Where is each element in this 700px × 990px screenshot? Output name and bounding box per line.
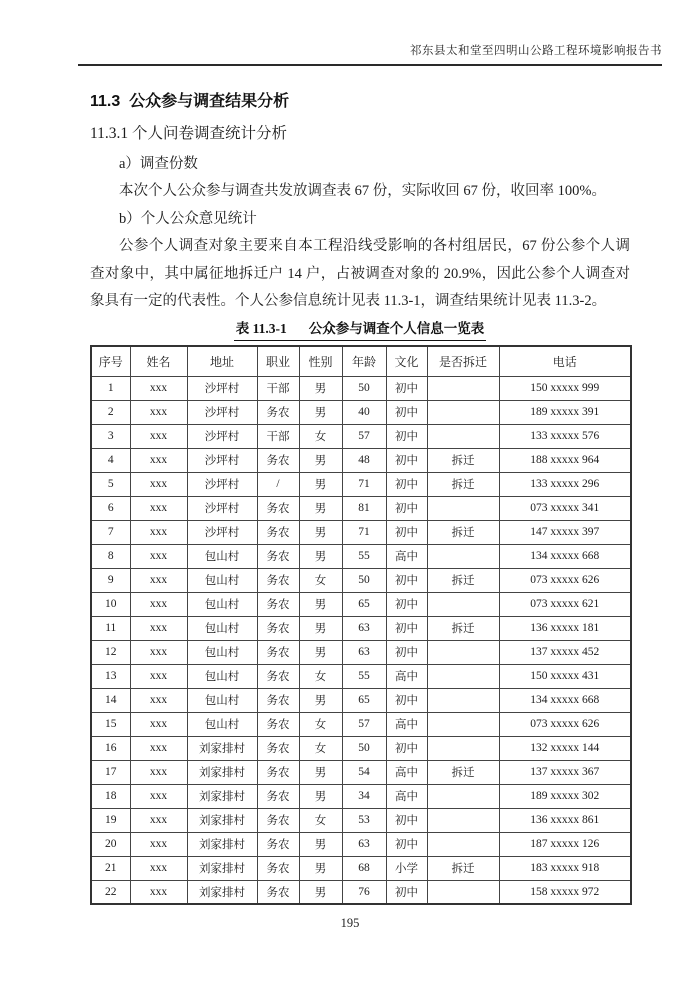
table-cell: 沙坪村 [187, 448, 257, 472]
table-cell: 男 [299, 640, 342, 664]
table-cell: 初中 [386, 424, 427, 448]
table-cell: 务农 [257, 688, 299, 712]
table-cell: 包山村 [187, 664, 257, 688]
table-cell: 男 [299, 496, 342, 520]
table-cell: 女 [299, 568, 342, 592]
table-cell [427, 664, 499, 688]
table-cell: 初中 [386, 832, 427, 856]
table-cell: 12 [91, 640, 130, 664]
table-cell: 初中 [386, 376, 427, 400]
body-text [90, 151, 630, 315]
table-cell: 20 [91, 832, 130, 856]
table-header-row [91, 346, 631, 376]
table-cell: xxx [130, 448, 187, 472]
column-header: 文化 [386, 346, 427, 376]
table-cell: 073 xxxxx 626 [499, 712, 631, 736]
table-cell: 男 [299, 400, 342, 424]
table-cell: 21 [91, 856, 130, 880]
table-cell: 包山村 [187, 544, 257, 568]
table-cell: 务农 [257, 520, 299, 544]
table-cell: 初中 [386, 472, 427, 496]
table-cell: 15 [91, 712, 130, 736]
table-cell: 63 [342, 640, 386, 664]
table-cell: xxx [130, 496, 187, 520]
list-item-a: a）调查份数 [119, 156, 198, 172]
table-cell: 初中 [386, 568, 427, 592]
table-cell: xxx [130, 520, 187, 544]
table-cell: 5 [91, 472, 130, 496]
table-cell: 沙坪村 [187, 376, 257, 400]
table-cell: 沙坪村 [187, 496, 257, 520]
table-row [91, 544, 631, 568]
table-cell: / [257, 472, 299, 496]
table-cell: 男 [299, 592, 342, 616]
table-cell: 53 [342, 808, 386, 832]
table-cell [427, 592, 499, 616]
table-row [91, 640, 631, 664]
column-header: 序号 [91, 346, 130, 376]
table-cell: xxx [130, 592, 187, 616]
table-cell: 包山村 [187, 712, 257, 736]
table-cell: 65 [342, 592, 386, 616]
table-cell [427, 736, 499, 760]
table-cell: 务农 [257, 616, 299, 640]
table-row [91, 520, 631, 544]
table-cell: xxx [130, 400, 187, 424]
table-cell: 初中 [386, 520, 427, 544]
table-cell: 沙坪村 [187, 400, 257, 424]
table-cell: 初中 [386, 688, 427, 712]
page-number: 195 [340, 916, 360, 930]
table-cell: 54 [342, 760, 386, 784]
table-cell: 务农 [257, 760, 299, 784]
table-cell: 134 xxxxx 668 [499, 688, 631, 712]
table-cell: 10 [91, 592, 130, 616]
table-cell: 132 xxxxx 144 [499, 736, 631, 760]
table-cell: 务农 [257, 856, 299, 880]
table-cell: 男 [299, 880, 342, 904]
table-cell: 2 [91, 400, 130, 424]
table-cell: 19 [91, 808, 130, 832]
table-row [91, 400, 631, 424]
column-header: 职业 [257, 346, 299, 376]
table-cell: 刘家排村 [187, 736, 257, 760]
table-row [91, 592, 631, 616]
table-cell [427, 784, 499, 808]
table-cell: 11 [91, 616, 130, 640]
table-cell: 务农 [257, 544, 299, 568]
table-cell [427, 688, 499, 712]
table-cell: 男 [299, 832, 342, 856]
column-header: 性别 [299, 346, 342, 376]
table-cell: 50 [342, 736, 386, 760]
column-header: 年龄 [342, 346, 386, 376]
table-cell: 刘家排村 [187, 760, 257, 784]
table-cell: 57 [342, 712, 386, 736]
table-row [91, 424, 631, 448]
table-cell: 48 [342, 448, 386, 472]
table-cell: 133 xxxxx 576 [499, 424, 631, 448]
table-cell: 包山村 [187, 640, 257, 664]
table-row [91, 832, 631, 856]
column-header: 地址 [187, 346, 257, 376]
table-row [91, 376, 631, 400]
table-cell: 初中 [386, 448, 427, 472]
list-item-b: b）个人公众意见统计 [119, 210, 257, 227]
table-cell: xxx [130, 832, 187, 856]
table-cell: 刘家排村 [187, 808, 257, 832]
table-cell: 188 xxxxx 964 [499, 448, 631, 472]
table-cell: 137 xxxxx 452 [499, 640, 631, 664]
table-cell: 187 xxxxx 126 [499, 832, 631, 856]
table-cell: 高中 [386, 664, 427, 688]
table-cell: 183 xxxxx 918 [499, 856, 631, 880]
table-cell: 拆迁 [427, 760, 499, 784]
table-cell: 40 [342, 400, 386, 424]
table-cell: 137 xxxxx 367 [499, 760, 631, 784]
table-row [91, 688, 631, 712]
table-cell: 073 xxxxx 341 [499, 496, 631, 520]
section-heading: 11.3 公众参与调查结果分析 [90, 93, 290, 110]
table-cell: 女 [299, 664, 342, 688]
table-cell: 务农 [257, 736, 299, 760]
table-cell: 初中 [386, 592, 427, 616]
table-row [91, 784, 631, 808]
table-cell [427, 496, 499, 520]
table-cell: 务农 [257, 784, 299, 808]
table-cell: 务农 [257, 592, 299, 616]
table-cell: 9 [91, 568, 130, 592]
table-cell: 男 [299, 616, 342, 640]
table-row [91, 736, 631, 760]
table-cell: 63 [342, 616, 386, 640]
table-cell: 初中 [386, 880, 427, 904]
table-cell: 14 [91, 688, 130, 712]
table-cell: 55 [342, 544, 386, 568]
table-row [91, 712, 631, 736]
table-cell: xxx [130, 640, 187, 664]
table-cell: 71 [342, 520, 386, 544]
table-cell: 刘家排村 [187, 784, 257, 808]
table-cell: 68 [342, 856, 386, 880]
table-cell: 高中 [386, 712, 427, 736]
table-row [91, 496, 631, 520]
table-cell: 包山村 [187, 568, 257, 592]
table-number: 表 11.3-1 [235, 321, 287, 337]
table-cell: 拆迁 [427, 856, 499, 880]
table-cell: 4 [91, 448, 130, 472]
table-row [91, 880, 631, 904]
table-cell: 3 [91, 424, 130, 448]
table-cell: 76 [342, 880, 386, 904]
table-row [91, 616, 631, 640]
table-cell: 初中 [386, 400, 427, 424]
table-cell [427, 400, 499, 424]
table-cell: 沙坪村 [187, 520, 257, 544]
table-cell: xxx [130, 712, 187, 736]
table-cell: 133 xxxxx 296 [499, 472, 631, 496]
table-cell: xxx [130, 424, 187, 448]
table-cell: 务农 [257, 880, 299, 904]
table-cell: 刘家排村 [187, 856, 257, 880]
table-cell: 073 xxxxx 621 [499, 592, 631, 616]
table-cell: 136 xxxxx 181 [499, 616, 631, 640]
table-cell: 17 [91, 760, 130, 784]
table-cell: 沙坪村 [187, 424, 257, 448]
table-cell: 初中 [386, 736, 427, 760]
table-row [91, 568, 631, 592]
table-cell: 男 [299, 448, 342, 472]
table-cell: 拆迁 [427, 472, 499, 496]
table-cell: 57 [342, 424, 386, 448]
subsection-heading: 11.3.1 个人问卷调查统计分析 [90, 125, 288, 142]
table-cell: 男 [299, 688, 342, 712]
table-cell: 包山村 [187, 688, 257, 712]
table-cell: 务农 [257, 712, 299, 736]
table-cell: 沙坪村 [187, 472, 257, 496]
survey-info-table [90, 345, 632, 905]
report-title: 祁东县太和堂至四明山公路工程环境影响报告书 [410, 45, 662, 57]
table-cell [427, 712, 499, 736]
table-cell: 女 [299, 712, 342, 736]
table-cell: 34 [342, 784, 386, 808]
table-cell: 务农 [257, 496, 299, 520]
table-cell: 初中 [386, 640, 427, 664]
table-cell [427, 832, 499, 856]
table-row [91, 448, 631, 472]
table-cell: 073 xxxxx 626 [499, 568, 631, 592]
table-cell: 拆迁 [427, 568, 499, 592]
table-cell: xxx [130, 616, 187, 640]
table-cell: xxx [130, 568, 187, 592]
table-cell: 男 [299, 856, 342, 880]
table-cell: 150 xxxxx 999 [499, 376, 631, 400]
paragraph-survey-count: 本次个人公众参与调查共发放调查表 67 份，实际收回 67 份，收回率 100%。 [119, 183, 606, 200]
table-cell: 13 [91, 664, 130, 688]
table-cell: xxx [130, 688, 187, 712]
table-cell: 8 [91, 544, 130, 568]
table-cell: xxx [130, 472, 187, 496]
table-cell: xxx [130, 808, 187, 832]
table-cell: 初中 [386, 616, 427, 640]
table-cell: 高中 [386, 544, 427, 568]
table-cell: 女 [299, 808, 342, 832]
table-cell: 男 [299, 760, 342, 784]
table-cell: 务农 [257, 640, 299, 664]
table-cell: 150 xxxxx 431 [499, 664, 631, 688]
table-cell: 男 [299, 784, 342, 808]
column-header: 电话 [499, 346, 631, 376]
table-caption-text: 公众参与调查个人信息一览表 [308, 321, 485, 337]
table-cell: xxx [130, 760, 187, 784]
table-cell: xxx [130, 784, 187, 808]
table-cell: 高中 [386, 784, 427, 808]
table-cell: 16 [91, 736, 130, 760]
table-cell: 包山村 [187, 592, 257, 616]
table-cell: 刘家排村 [187, 880, 257, 904]
table-row [91, 472, 631, 496]
table-cell: 干部 [257, 424, 299, 448]
table-cell: 务农 [257, 400, 299, 424]
table-cell: 50 [342, 376, 386, 400]
table-cell: 务农 [257, 448, 299, 472]
table-row [91, 856, 631, 880]
paragraph-survey-analysis: 公参个人调查对象主要来自本工程沿线受影响的各村组居民，67 份公参个人调查对象中，其中属征地拆迁户 14 户，占被调查对象的 20.9%，因此公参个人调查对象具有一定的代表性。个人公参信息统计见表 11.3-1，调查结果统计见表 11.3-2。 [90, 238, 630, 310]
table-caption-inner [234, 320, 487, 341]
column-header: 姓名 [130, 346, 187, 376]
table-row [91, 808, 631, 832]
table-cell: xxx [130, 376, 187, 400]
table-cell: 拆迁 [427, 520, 499, 544]
table-cell: 55 [342, 664, 386, 688]
table-cell [427, 424, 499, 448]
table-cell: 女 [299, 736, 342, 760]
table-cell: 务农 [257, 832, 299, 856]
table-cell [427, 808, 499, 832]
table-cell: xxx [130, 544, 187, 568]
table-cell: xxx [130, 664, 187, 688]
table-cell: 7 [91, 520, 130, 544]
table-row [91, 664, 631, 688]
page-content [90, 88, 630, 905]
table-cell: 50 [342, 568, 386, 592]
table-cell: 务农 [257, 664, 299, 688]
table-cell: 6 [91, 496, 130, 520]
table-cell: 158 xxxxx 972 [499, 880, 631, 904]
table-cell [427, 880, 499, 904]
table-cell: 134 xxxxx 668 [499, 544, 631, 568]
table-cell: 拆迁 [427, 448, 499, 472]
table-caption [90, 320, 630, 341]
table-cell: 女 [299, 424, 342, 448]
table-cell: 干部 [257, 376, 299, 400]
table-cell [427, 640, 499, 664]
table-cell: 男 [299, 520, 342, 544]
table-cell: 136 xxxxx 861 [499, 808, 631, 832]
table-cell: 147 xxxxx 397 [499, 520, 631, 544]
table-cell: 81 [342, 496, 386, 520]
table-cell: 男 [299, 472, 342, 496]
table-body [91, 376, 631, 904]
table-cell: 1 [91, 376, 130, 400]
table-cell: 22 [91, 880, 130, 904]
table-cell: 包山村 [187, 616, 257, 640]
table-cell: 189 xxxxx 302 [499, 784, 631, 808]
table-cell: 高中 [386, 760, 427, 784]
table-cell: 初中 [386, 496, 427, 520]
table-cell: 初中 [386, 808, 427, 832]
table-cell: 务农 [257, 808, 299, 832]
table-cell: 71 [342, 472, 386, 496]
table-cell: 务农 [257, 568, 299, 592]
table-cell [427, 544, 499, 568]
page-header [78, 42, 662, 66]
table-cell [427, 376, 499, 400]
column-header: 是否拆迁 [427, 346, 499, 376]
table-cell: 18 [91, 784, 130, 808]
table-cell: 男 [299, 376, 342, 400]
table-cell: 刘家排村 [187, 832, 257, 856]
table-cell: 小学 [386, 856, 427, 880]
table-cell: xxx [130, 856, 187, 880]
table-cell: 63 [342, 832, 386, 856]
table-row [91, 760, 631, 784]
table-cell: 65 [342, 688, 386, 712]
table-cell: 男 [299, 544, 342, 568]
table-cell: 拆迁 [427, 616, 499, 640]
table-cell: xxx [130, 880, 187, 904]
table-cell: xxx [130, 736, 187, 760]
table-cell: 189 xxxxx 391 [499, 400, 631, 424]
